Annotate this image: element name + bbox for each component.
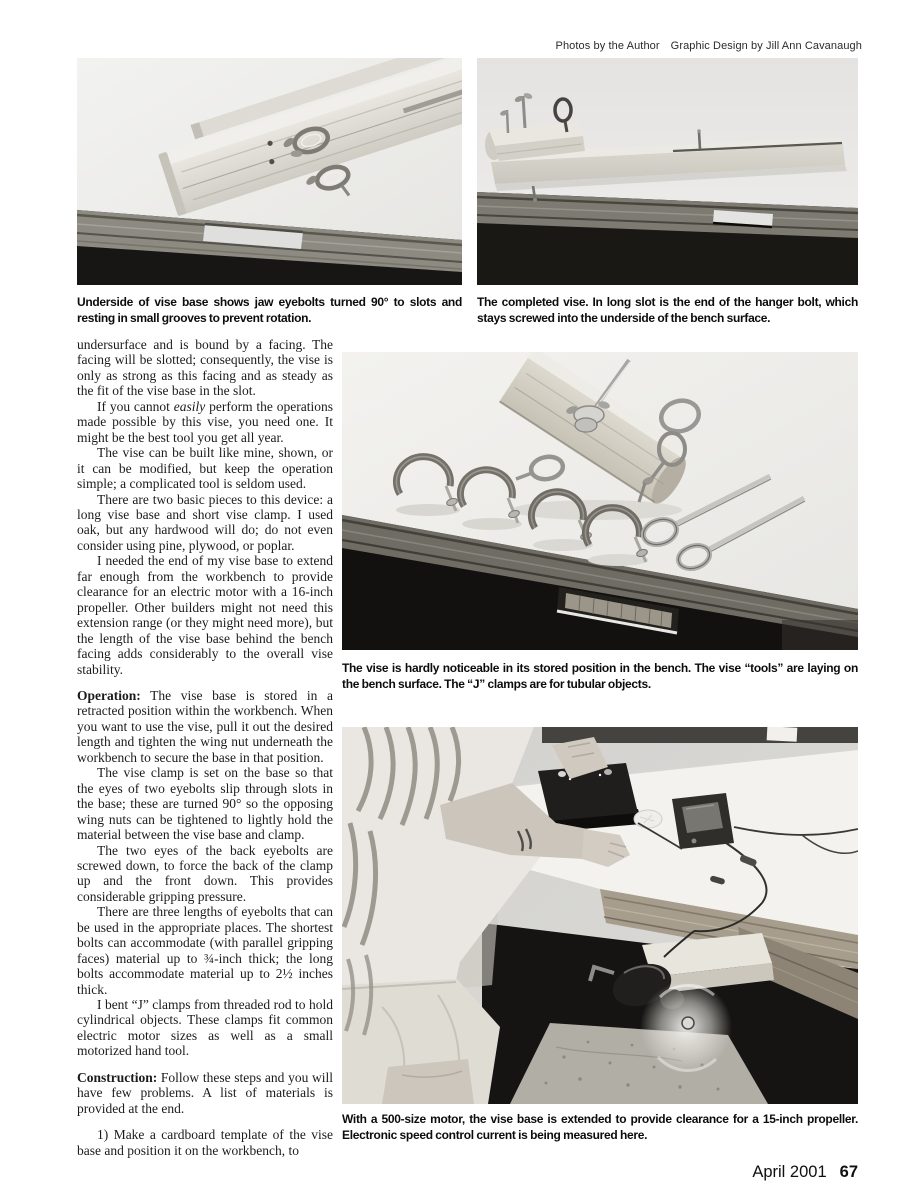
underside-vise-base-illustration bbox=[77, 58, 462, 285]
article-body-column bbox=[77, 337, 333, 1158]
photo-motor-test bbox=[342, 727, 858, 1104]
photo-credit-line bbox=[556, 40, 862, 52]
body-paragraph: I needed the end of my vise base to extend far enough from the workbench to provide clearance for an electric motor with a 16-inch propeller. Other builders might not need this extension range (or they might need more), but the length of the vise base behind the bench facing adds considerably to the overall vise stability. bbox=[77, 553, 333, 677]
construction-label: Construction: bbox=[77, 1069, 158, 1085]
body-text: The vise base is stored in a retracted position within the workbench. When you want to use the vise, pull it out the desired length and tighten the wing nut underneath the workbench to secure the base in that position. bbox=[77, 687, 333, 765]
photo-stored-vise-tools bbox=[342, 352, 858, 650]
caption-motor-test: With a 500-size motor, the vise base is extended to provide clearance for a 15-inch propeller. Electronic speed control current is being measured here. bbox=[342, 1112, 858, 1142]
body-paragraph: The two eyes of the back eyebolts are screwed down, to force the back of the clamp up and the front down. This provides considerable gripping pressure. bbox=[77, 842, 333, 904]
body-paragraph: I bent “J” clamps from threaded rod to hold cylindrical objects. These clamps fit common electric motor sizes as well as a small motorized hand tool. bbox=[77, 997, 333, 1059]
body-paragraph: There are three lengths of eyebolts that can be used in the appropriate places. The shortest bolts can accommodate (with parallel gripping faces) material up to ¾-inch thick; the long bolts accommodate material up to 2½ inches thick. bbox=[77, 904, 333, 997]
body-text: If you cannot bbox=[97, 398, 174, 414]
italic-word: easily bbox=[173, 398, 206, 414]
stored-vise-tools-illustration bbox=[342, 352, 858, 650]
photo-underside-vise-base bbox=[77, 58, 462, 285]
body-paragraph bbox=[77, 399, 333, 445]
caption-underside-vise-base: Underside of vise base shows jaw eyebolts turned 90° to slots and resting in small grooves to prevent rotation. bbox=[77, 295, 462, 325]
body-paragraph: undersurface and is bound by a facing. The facing will be slotted; consequently, the vise is only as strong as this facing and as steady as the fit of the vise base in the slot. bbox=[77, 337, 333, 399]
body-paragraph: 1) Make a cardboard template of the vise base and position it on the workbench, to bbox=[77, 1127, 333, 1158]
caption-stored-vise-tools: The vise is hardly noticeable in its stored position in the bench. The vise “tools” are laying on the bench surface. The “J” clamps are for tubular objects. bbox=[342, 661, 858, 691]
credit-design: Graphic Design by Jill Ann Cavanaugh bbox=[670, 40, 862, 52]
footer-page-number: 67 bbox=[839, 1163, 858, 1181]
completed-vise-illustration bbox=[477, 58, 858, 285]
page-footer bbox=[752, 1163, 858, 1182]
construction-section bbox=[77, 1070, 333, 1116]
operation-section bbox=[77, 688, 333, 765]
body-text: Follow these steps and you will have few problems. A list of materials is provided at the end. bbox=[77, 1069, 333, 1116]
caption-completed-vise: The completed vise. In long slot is the end of the hanger bolt, which stays screwed into the underside of the bench surface. bbox=[477, 295, 858, 325]
body-text: perform the operations made possible by this vise, you need one. It might be the best tool you get all year. bbox=[77, 398, 333, 445]
footer-issue-date: April 2001 bbox=[752, 1163, 827, 1181]
credit-photos: Photos by the Author bbox=[555, 40, 660, 52]
operation-label: Operation: bbox=[77, 687, 141, 703]
body-paragraph: There are two basic pieces to this device: a long vise base and short vise clamp. I used oak, but any hardwood will do; do not even consider using pine, plywood, or poplar. bbox=[77, 491, 333, 553]
photo-completed-vise bbox=[477, 58, 858, 285]
body-paragraph: The vise clamp is set on the base so that the eyes of two eyebolts slip through slots in the base; these are turned 90° so the opposing wing nuts can be tightened to lightly hold the material between the vise base and clamp. bbox=[77, 765, 333, 843]
body-paragraph: The vise can be built like mine, shown, or it can be modified, but keep the operation simple; a complicated tool is seldom used. bbox=[77, 445, 333, 492]
motor-test-illustration bbox=[342, 727, 858, 1104]
